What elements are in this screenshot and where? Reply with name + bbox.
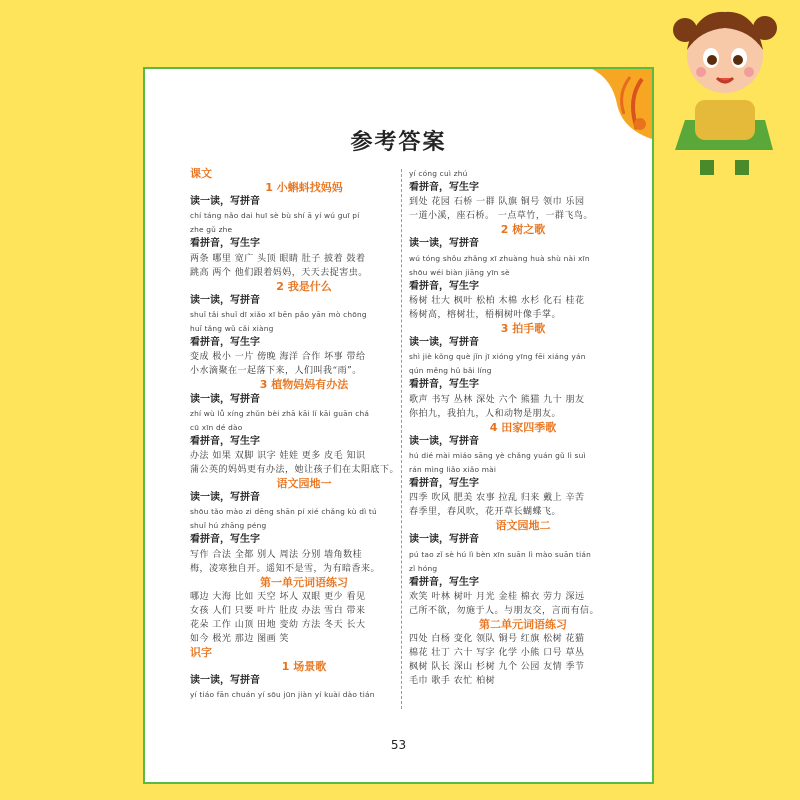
chinese-words-line: 歌声 书写 丛林 深处 六个 熊猫 九十 朋友: [409, 394, 585, 405]
exercise-label: 读一读，写拼音: [190, 196, 260, 208]
exercise-label: 读一读，写拼音: [190, 492, 260, 504]
exercise-label: 看拼音，写生字: [409, 182, 479, 194]
exercise-label: 看拼音，写生字: [190, 238, 260, 250]
chinese-words-line: 己所不欲，勿施于人。与朋友交，言而有信。: [409, 605, 600, 616]
exercise-label: 看拼音，写生字: [409, 379, 479, 391]
lesson-heading: 3 拍手歌: [500, 322, 546, 336]
chinese-words-line: 枫树 队长 深山 杉树 九个 公园 友情 季节: [409, 662, 585, 673]
chinese-words-line: 一道小溪，座石桥。 一点草竹，一群飞鸟。: [409, 211, 593, 222]
exercise-label: 看拼音，写生字: [409, 478, 479, 490]
chinese-words-line: 如今 极光 那边 图画 笑: [190, 634, 289, 645]
exercise-label: 读一读，写拼音: [409, 238, 479, 250]
chinese-words-line: 春季里，春风吹，花开草长蝴蝶飞。: [409, 507, 562, 518]
chinese-words-line: 你拍九，我拍九，人和动物是朋友。: [409, 408, 562, 419]
chinese-words-line: 花朵 工作 山顶 田地 变幼 方法 冬天 长大: [190, 620, 366, 630]
exercise-label: 看拼音，写生字: [409, 576, 479, 588]
pinyin-line: shuǐ tǎi shuǐ dī xiǎo xī bēn pǎo yān mò chōng: [190, 309, 367, 319]
pinyin-line: pú tao zǐ sè hú lì bèn xīn suān lì mào suān tián: [409, 549, 591, 559]
exercise-label: 读一读，写拼音: [409, 534, 479, 546]
lesson-heading: 第二单元词语练习: [479, 618, 567, 631]
lesson-heading: 1 小蝌蚪找妈妈: [265, 181, 343, 195]
lesson-heading: 3 植物妈妈有办法: [259, 378, 349, 392]
pinyin-line: chí táng nǎo dai huī sè bù shí ā yí wú guī pí: [190, 211, 360, 221]
exercise-label: 读一读，写拼音: [190, 294, 260, 306]
page-title: 参考答案: [350, 129, 447, 155]
exercise-label: 看拼音，写生字: [409, 280, 479, 292]
answer-page: [143, 67, 654, 784]
chinese-words-line: 杨树 壮大 枫叶 松柏 木棉 水杉 化石 桂花: [409, 295, 585, 306]
lesson-heading: 语文园地一: [276, 477, 332, 491]
exercise-label: 读一读，写拼音: [190, 393, 260, 405]
chinese-words-line: 四季 吹风 肥美 农事 拉乱 归来 戴上 辛苦: [409, 493, 585, 504]
chinese-words-line: 到处 花园 石桥 一群 队旗 铜号 领巾 乐园: [409, 197, 585, 208]
chinese-words-line: 变成 极小 一片 傍晚 海洋 合作 坏事 带给: [190, 352, 366, 363]
pinyin-line: shōu tǎo mào zi dēng shān pí xié chǎng kù dì tú: [190, 507, 377, 517]
pinyin-line: wú tóng shǒu zhǎng xī zhuàng huà shù nài xīn: [409, 253, 590, 263]
category-heading: 识字: [190, 646, 212, 660]
exercise-label: 读一读，写拼音: [190, 675, 260, 687]
pinyin-line: shuǐ hú zhāng péng: [190, 521, 267, 531]
lesson-heading: 语文园地二: [495, 519, 551, 533]
pinyin-line: hú dié mài miáo sāng yè chǎng yuán gǔ lì suì: [409, 450, 586, 460]
pinyin-line: yí cóng cuì zhú: [409, 169, 468, 178]
exercise-label: 看拼音，写生字: [190, 435, 260, 447]
pinyin-line: huǐ tǎng wǔ cǎi xiàng: [190, 324, 274, 334]
chinese-words-line: 女孩 人们 只要 叶片 肚皮 办法 雪白 带来: [190, 605, 366, 616]
category-heading: 课文: [190, 167, 212, 180]
chinese-words-line: 杨树高，榕树壮，梧桐树叶像手掌。: [409, 309, 562, 320]
chinese-words-line: 办法 如果 双脚 识字 娃娃 更多 皮毛 知识: [190, 450, 366, 461]
exercise-label: 读一读，写拼音: [409, 435, 479, 447]
exercise-label: 看拼音，写生字: [190, 534, 260, 546]
pinyin-line: zhí wù lǚ xíng zhǔn bèi zhā kāi lí kāi guān chá: [190, 408, 370, 418]
chinese-words-line: 毛巾 歌手 农忙 柏树: [409, 676, 496, 687]
pinyin-line: shì jiè kǒng què jǐn jī xióng yīng fēi xiáng yán: [409, 352, 586, 362]
chinese-words-line: 蒲公英的妈妈更有办法，她让孩子们在太阳底下。: [190, 464, 400, 475]
pinyin-line: zhe gǔ zhe: [190, 225, 233, 235]
chinese-words-line: 写作 合法 全都 别人 周法 分别 墙角数桂: [190, 549, 363, 560]
pinyin-line: zǐ hóng: [409, 563, 438, 573]
cartoon-child-icon: [655, 0, 795, 180]
lesson-heading: 第一单元词语练习: [260, 575, 348, 589]
right-column: [409, 167, 637, 688]
exercise-label: 读一读，写拼音: [409, 337, 479, 349]
exercise-label: 看拼音，写生字: [190, 337, 260, 349]
lesson-heading: 1 场景歌: [281, 660, 327, 674]
pinyin-line: cū xīn dé dào: [190, 422, 243, 432]
pinyin-line: rán mìng liǎo xiǎo mài: [409, 464, 497, 474]
chinese-words-line: 两条 哪里 宽广 头顶 眼睛 肚子 披着 鼓着: [190, 253, 366, 264]
lesson-heading: 2 我是什么: [276, 279, 332, 293]
chinese-words-line: 跳高 两个 他们跟着妈妈，天天去捉害虫。: [190, 267, 368, 278]
pinyin-line: shōu wéi biàn jiāng yīn sè: [409, 267, 510, 277]
chinese-words-line: 欢笑 叶林 树叶 月光 金桂 棉衣 劳力 深远: [409, 591, 585, 602]
chinese-words-line: 棉花 壮丁 六十 写字 化学 小熊 口号 草丛: [409, 648, 585, 659]
chinese-words-line: 小水滴聚在一起落下来，人们叫我“雨”。: [190, 366, 362, 377]
chinese-words-line: 四处 白杨 变化 领队 铜号 红旗 松树 花猫: [409, 634, 585, 645]
pinyin-line: yí tiáo fān chuán yí sōu jūn jiàn yí kuài dào tián: [190, 690, 375, 700]
left-column: [190, 167, 418, 703]
column-divider: [401, 169, 402, 709]
pinyin-line: qún měng hǔ bǎi líng: [409, 366, 492, 376]
lesson-heading: 4 田家四季歌: [489, 420, 557, 434]
lesson-heading: 2 树之歌: [500, 223, 546, 237]
chinese-words-line: 梅，凌寒独自开。遥知不是雪，为有暗香来。: [190, 563, 381, 574]
chinese-words-line: 哪边 大海 比如 天空 坏人 双眼 更少 看见: [190, 591, 366, 602]
page-number: 53: [390, 738, 407, 752]
